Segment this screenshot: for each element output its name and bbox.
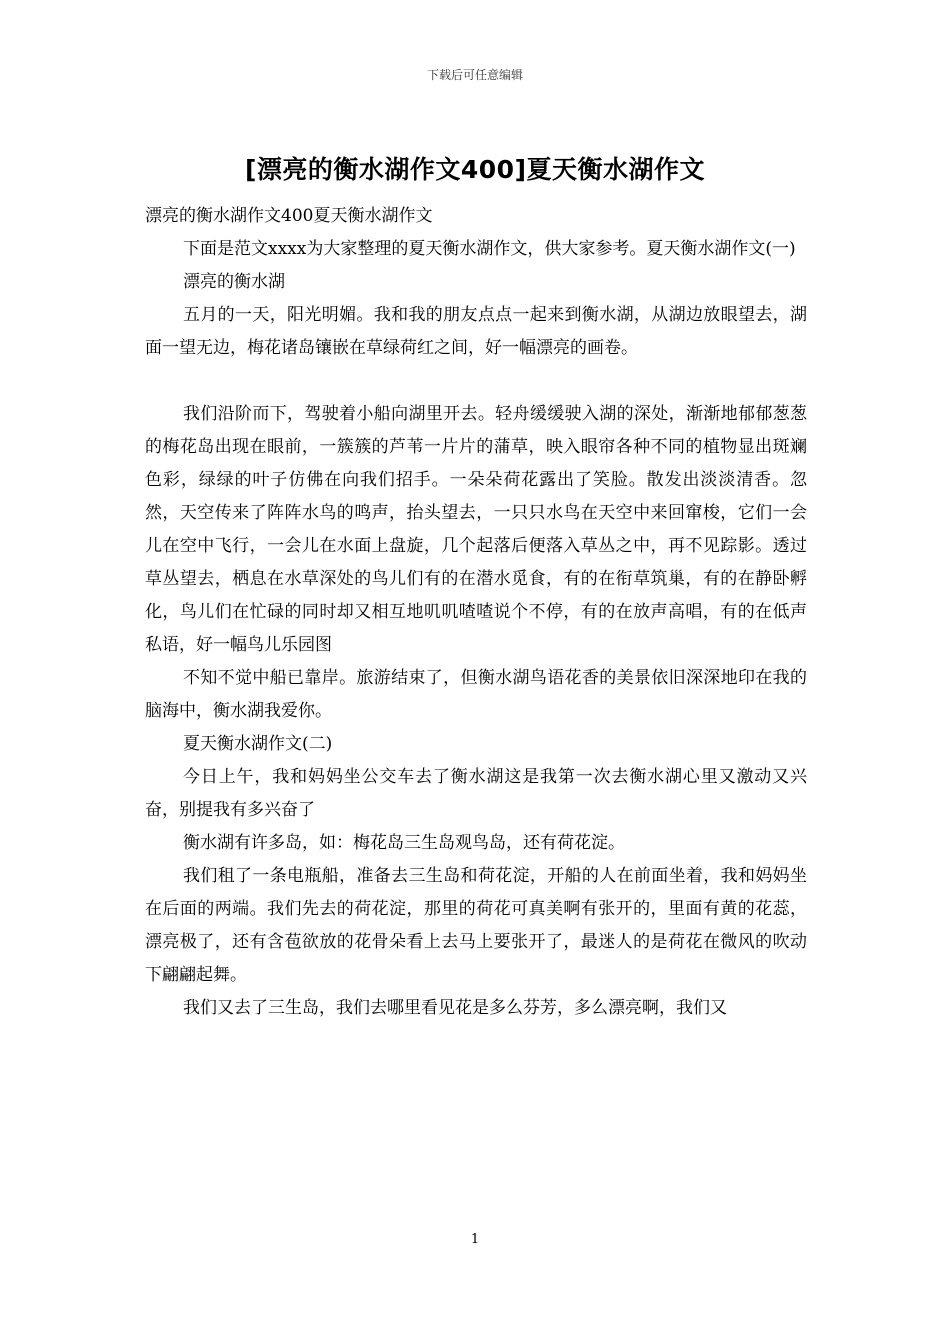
page-number: 1	[470, 1232, 480, 1247]
paragraph: 今日上午，我和妈妈坐公交车去了衡水湖这是我第一次去衡水湖心里又激动又兴奋，别提我有多兴奋了	[145, 767, 807, 820]
paragraph: 我们又去了三生岛，我们去哪里看见花是多么芬芳，多么漂亮啊，我们又	[183, 998, 727, 1018]
paragraph-spacer	[145, 365, 807, 398]
header-note: 下载后可任意编辑	[426, 68, 523, 82]
paragraph: 不知不觉中船已靠岸。旅游结束了，但衡水湖鸟语花香的美景依旧深深地印在我的脑海中，衡水湖我爱你。	[145, 668, 807, 721]
paragraph: 夏天衡水湖作文(二)	[183, 734, 333, 754]
document-title: [漂亮的衡水湖作文400]夏天衡水湖作文	[244, 155, 706, 184]
paragraph: 下面是范文xxxx为大家整理的夏天衡水湖作文，供大家参考。夏天衡水湖作文(一)	[183, 239, 796, 259]
paragraph: 漂亮的衡水湖作文400夏天衡水湖作文	[145, 206, 433, 226]
paragraph: 我们租了一条电瓶船，准备去三生岛和荷花淀，开船的人在前面坐着，我和妈妈坐在后面的两端。我们先去的荷花淀，那里的荷花可真美啊有张开的，里面有黄的花蕊，漂亮极了，还有含苞欲放的花骨朵看上去马上要张开了，最迷人的是荷花在微风的吹动下翩翩起舞。	[145, 866, 807, 985]
paragraph: 五月的一天，阳光明媚。我和我的朋友点点一起来到衡水湖，从湖边放眼望去，湖面一望无边，梅花诸岛镶嵌在草绿荷红之间，好一幅漂亮的画卷。	[145, 305, 807, 358]
document-body	[145, 200, 807, 1025]
paragraph: 漂亮的衡水湖	[183, 272, 285, 292]
paragraph: 衡水湖有许多岛，如：梅花岛三生岛观鸟岛，还有荷花淀。	[183, 833, 625, 853]
paragraph: 我们沿阶而下，驾驶着小船向湖里开去。轻舟缓缓驶入湖的深处，渐渐地郁郁葱葱的梅花岛出现在眼前，一簇簇的芦苇一片片的蒲草，映入眼帘各种不同的植物显出斑斓色彩，绿绿的叶子仿佛在向我们招手。一朵朵荷花露出了笑脸。散发出淡淡清香。忽然，天空传来了阵阵水鸟的鸣声，抬头望去，一只只水鸟在天空中来回窜梭，它们一会儿在空中飞行，一会儿在水面上盘旋，几个起落后便落入草丛之中，再不见踪影。透过草丛望去，栖息在水草深处的鸟儿们有的在潜水觅食，有的在衔草筑巢，有的在静卧孵化，鸟儿们在忙碌的同时却又相互地叽叽喳喳说个不停，有的在放声高唱，有的在低声私语，好一幅鸟儿乐园图	[145, 404, 807, 655]
